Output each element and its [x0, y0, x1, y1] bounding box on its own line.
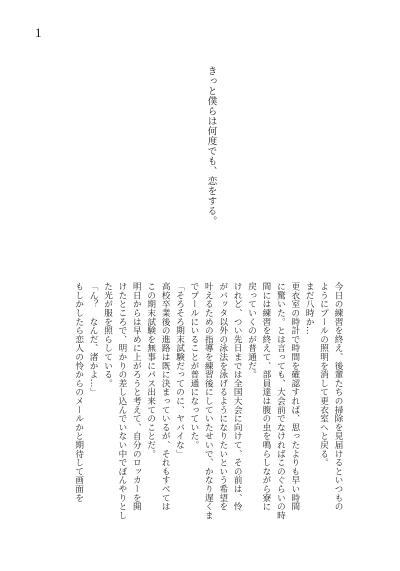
text-line: た光が服を照らしている。 [102, 282, 113, 388]
text-line: に驚いた。とは言っても、大会前でなければこのぐらいの時 [275, 282, 286, 520]
text-line: 戻っていくのが普通だ。 [246, 282, 257, 379]
text-line: まだ八時か… [304, 282, 315, 335]
text-line: でプールにいることが普通になっていた。 [188, 282, 199, 450]
text-line: 「ん？ なんだ、渚かよ…」 [88, 282, 99, 397]
text-line: 明日からは早めに上がろうと考えて、自分のロッカーを開 [131, 282, 142, 511]
text-line: けれど、つい先日までは全国大会に向けて、その前は、怜 [232, 282, 243, 511]
text-line: 更衣室の時計で時間を確認すれば、思ったよりも早い時間 [289, 282, 300, 511]
text-line: 間には練習を終えて、部員達は腹の虫を鳴らしながら寮に [260, 282, 271, 511]
text-line: 叶えるための指導を練習後にしていたせいで、かなり遅くま [203, 282, 214, 520]
text-line: ようにプールの照明を消して更衣室へと戻る。 [318, 282, 329, 467]
text-line: 今日の練習を終え、後輩たちの掃除を見届けるといつもの [333, 282, 343, 511]
text-line: がバッタ以外の泳法を泳げるようになりたいという希望を [217, 282, 228, 511]
text-line: もしかしたら恋人の怜からのメールかと期待して画面を [73, 282, 84, 502]
page-number: 1 [35, 25, 42, 40]
text-line: この期末試験を無事にパス出来てのことだ。 [145, 282, 156, 458]
chapter-title: きっと僕らは何度でも、恋をする。 [205, 66, 217, 226]
body-text [71, 282, 345, 552]
text-line: けたところで、明かりの差し込んでいない中でぼんやりとし [116, 282, 127, 520]
text-line: 「そろそろ期末試験だってのに、ヤバイな」 [174, 282, 185, 458]
text-line: 高校卒業後の進路は既に決まっているが、それもすべては [160, 282, 171, 511]
